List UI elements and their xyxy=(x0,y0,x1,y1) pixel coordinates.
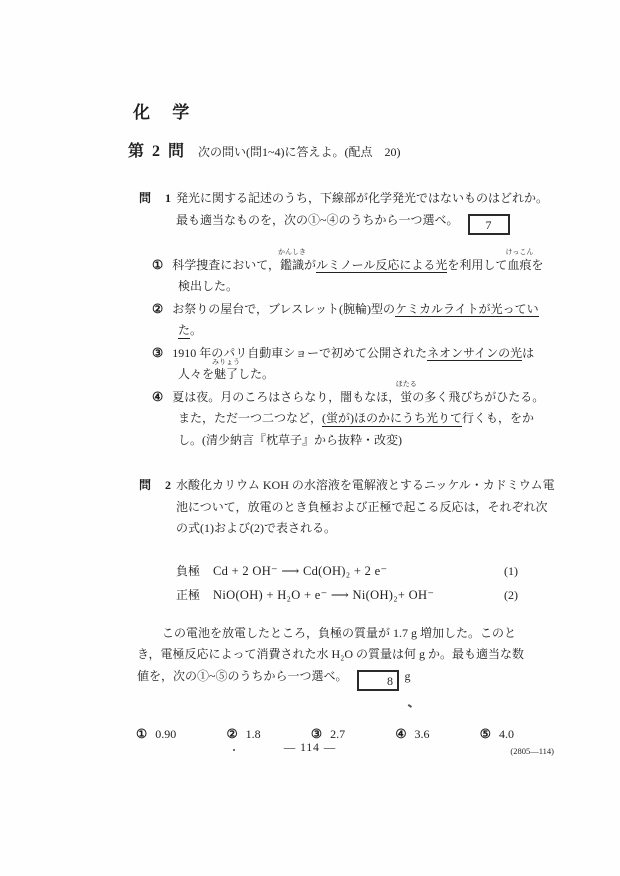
choice-4-value: 3.6 xyxy=(414,726,430,741)
question-1-lead-text: 発光に関する記述のうち，下線部が化学発光ではないものはどれか。最も適当なものを，次の①~④のうちから一つ選べ。 xyxy=(176,191,549,227)
choice-3-value: 2.7 xyxy=(330,726,346,741)
electrode-equations xyxy=(176,559,518,607)
question-1-lead xyxy=(176,188,558,235)
equation-negative-electrode xyxy=(176,559,518,583)
subject-title: 化 学 xyxy=(133,103,199,122)
question-2 xyxy=(130,475,554,745)
option-3-number: ③ xyxy=(152,345,164,360)
option-2 xyxy=(152,299,550,342)
answer-box-8: 8 xyxy=(357,670,399,691)
page-footer xyxy=(0,738,620,758)
choice-2-value: 1.8 xyxy=(245,726,261,741)
equation-positive-electrode xyxy=(176,583,518,607)
choice-3-number: ③ xyxy=(310,726,323,741)
question-2-label: 問 2 xyxy=(139,478,173,492)
page-number: — 114 — xyxy=(283,742,337,754)
equation-2-number: (2) xyxy=(504,587,518,602)
option-1-number: ① xyxy=(152,257,164,272)
choice-5-value: 4.0 xyxy=(498,726,514,741)
option-1-text: 科学捜査において，鑑識 かんしき がルミノール反応による光を利用して血痕 けっこん を検出した。 xyxy=(172,248,544,293)
question-2-lead xyxy=(176,475,558,540)
question-1 xyxy=(130,188,554,451)
option-4-text: 夏は夜。月のころはさらなり，闇もなほ，蛍 ほたる の多く飛びちがひたる。また，ただ一つ二つなど，(蛍が)ほのかにうち光りて行くも，をかし。(清少納言『枕草子』から抜粋・改変) xyxy=(172,380,545,447)
option-2-number: ② xyxy=(152,301,164,316)
option-3 xyxy=(152,343,550,386)
option-4-number: ④ xyxy=(152,389,164,404)
question-2-lead-text: 水酸化カリウム KOH の水溶液を電解液とするニッケル・カドミウム電池について，放電のとき負極および正極で起こる反応は，それぞれ次の式(1)および(2)で表される。 xyxy=(176,478,555,535)
question-2-followup xyxy=(137,623,529,691)
answer-box-7: 7 xyxy=(468,214,510,235)
document-code: (2805—114) xyxy=(510,746,554,756)
option-1 xyxy=(152,248,550,298)
question-1-label: 問 1 xyxy=(139,191,173,205)
equation-2-formula: NiO(OH) + H₂O + e⁻ ⟶ Ni(OH)₂+ OH⁻ xyxy=(213,587,435,602)
option-2-text: お祭りの屋台で，ブレスレット(腕輪)型のケミカルライトが光っていた。 xyxy=(172,301,539,337)
option-3-text: 1910 年のパリ自動車ショーで初めて公開されたネオンサインの光は人々を魅了 みりょう した。 xyxy=(172,345,535,381)
option-4 xyxy=(152,380,550,452)
question-2-followup-text: この電池を放電したところ，負極の質量が 1.7 g 増加した。このとき，電極反応によって消費された水 H₂O の質量は何 g か。最も適当な数値を，次の①~⑤のうちから一つ選べ。 xyxy=(137,625,525,683)
choice-1-value: 0.90 xyxy=(155,726,177,741)
equation-1-number: (1) xyxy=(504,563,518,578)
question-1-options xyxy=(152,248,550,452)
section-number: 第 2 問 xyxy=(128,142,187,160)
choice-5-number: ⑤ xyxy=(479,726,491,741)
equation-2-side-label: 正極 xyxy=(176,587,201,602)
choice-1-number: ① xyxy=(136,726,148,741)
choice-4-number: ④ xyxy=(395,726,407,741)
equation-1-formula: Cd + 2 OH⁻ ⟶ Cd(OH)₂ + 2 e⁻ xyxy=(213,563,388,578)
choice-2-number: ② xyxy=(226,726,238,741)
equation-1-side-label: 負極 xyxy=(176,563,201,578)
section-heading xyxy=(128,141,554,164)
section-intro: 次の問い(問1~4)に答えよ。(配点 20) xyxy=(198,144,401,159)
answer-unit: g xyxy=(404,668,411,683)
